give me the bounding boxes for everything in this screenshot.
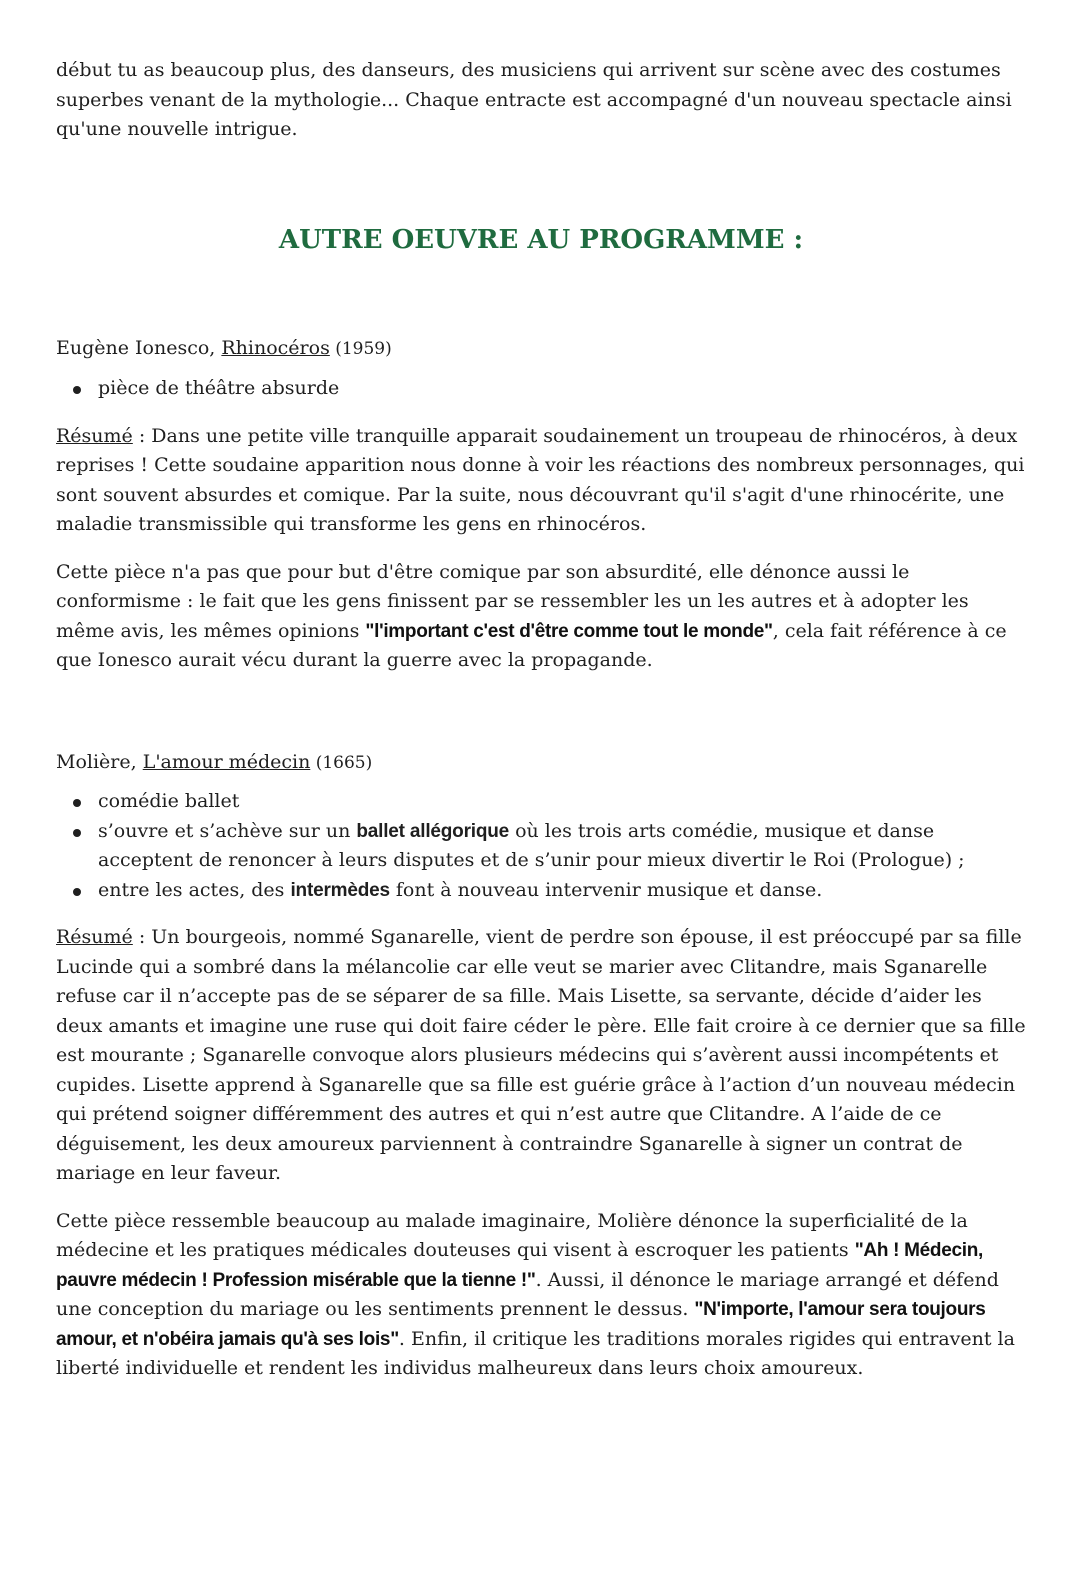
work2-bullet-list — [56, 787, 1026, 905]
summary-text: : Un bourgeois, nommé Sganarelle, vient de perdre son épouse, il est préoccupé par sa fille Lucinde qui a sombré dans la mélancolie car elle veut se marier avec Clitandre, mais Sganarelle refuse car il n’accepte pas de se séparer de sa fille. Mais Lisette, sa servante, décide d’aider les deux amants et imagine une ruse qui doit faire céder le père. Elle fait croire à ce dernier que sa fille est mourante ; Sganarelle convoque alors plusieurs médecins qui s’avèrent aussi incompétents et cupides. Lisette apprend à Sganarelle que sa fille est guérie grâce à l’action d’un nouveau médecin qui prétend soigner différemment des autres et qui n’est autre que Clitandre. A l’aide de ce déguisement, les deux amoureux parviennent à contraindre Sganarelle à signer un contrat de mariage en leur faveur. — [56, 926, 1026, 1184]
intro-paragraph: début tu as beaucoup plus, des danseurs, des musiciens qui arrivent sur scène avec des costumes superbes venant de la mythologie... Chaque entracte est accompagné d'un nouveau spectacle ainsi qu'une nouvelle intrigue. — [56, 59, 1012, 140]
list-item: pièce de théâtre absurde — [98, 374, 1026, 404]
analysis-text: Cette pièce ressemble beaucoup au malade imaginaire, Molière dénonce la superficialité de la médecine et les pratiques médicales douteuses qui visent à escroquer les patients — [56, 1209, 968, 1261]
work1-title: Rhinocéros — [221, 336, 330, 359]
work1-analysis — [56, 558, 1026, 676]
summary-label: Résumé — [56, 424, 133, 447]
analysis-text: . Aussi, il dénonce le mariage arrangé et défend une conception du mariage ou les sentiments prennent le dessus. — [56, 1268, 999, 1320]
list-item — [98, 817, 1026, 876]
bullet-text: s’ouvre et s’achève sur un — [98, 819, 357, 842]
summary-text: : Dans une petite ville tranquille apparait soudainement un troupeau de rhinocéros, à deux reprises ! Cette soudaine apparition nous donne à voir les réactions des nombreux personnages, qui sont souvent absurdes et comique. Par la suite, nous découvrant qu'il s'agit d'une rhinocérite, une maladie transmissible qui transforme les gens en rhinocéros. — [56, 424, 1025, 535]
work1-year: (1959) — [329, 338, 392, 359]
analysis-text: Cette pièce n'a pas que pour but d'être comique par son absurdité, elle dénonce aussi le conformisme : le fait que les gens finissent par se ressembler les un les autres et à adopter les même avis, les mêmes opinions — [56, 560, 969, 642]
bold-term: intermèdes — [290, 879, 390, 901]
section-heading: AUTRE OEUVRE AU PROGRAMME : — [278, 224, 804, 255]
work1-bullet-list — [56, 374, 1026, 404]
work2-summary — [56, 923, 1026, 1189]
bullet-text: où les trois arts comédie, musique et danse acceptent de renoncer à leurs disputes et de s’unir pour mieux divertir le Roi (Prologue) ; — [98, 819, 965, 871]
work2-year: (1665) — [310, 752, 373, 773]
quote: "l'important c'est d'être comme tout le monde" — [365, 620, 773, 642]
work2-analysis — [56, 1207, 1026, 1384]
work1-title-line — [56, 334, 1026, 365]
summary-label: Résumé — [56, 926, 133, 948]
analysis-text: , cela fait référence à ce que Ionesco aurait vécu durant la guerre avec la propagande. — [56, 619, 1007, 671]
work1-summary — [56, 422, 1026, 540]
bullet-text: font à nouveau intervenir musique et danse. — [389, 878, 823, 901]
work2-title: L'amour médecin — [142, 750, 311, 773]
bullet-text: entre les actes, des — [98, 878, 291, 901]
analysis-text: . Enfin, il critique les traditions morales rigides qui entravent la liberté individuelle et rendent les individus malheureux dans leurs choix amoureux. — [56, 1327, 1015, 1379]
list-item: comédie ballet — [98, 787, 1026, 817]
quote: "Ah ! Médecin, pauvre médecin ! Profession misérable que la tienne !" — [56, 1240, 984, 1291]
list-item — [98, 876, 1026, 906]
document-page — [56, 56, 1026, 1384]
work2-author: Molière, — [56, 750, 143, 773]
bold-term: ballet allégorique — [356, 820, 510, 842]
work1-author: Eugène Ionesco, — [56, 336, 222, 359]
work2-title-line — [56, 748, 1026, 779]
quote: "N'importe, l'amour sera toujours amour, et n'obéira jamais qu'à ses lois" — [56, 1299, 986, 1350]
